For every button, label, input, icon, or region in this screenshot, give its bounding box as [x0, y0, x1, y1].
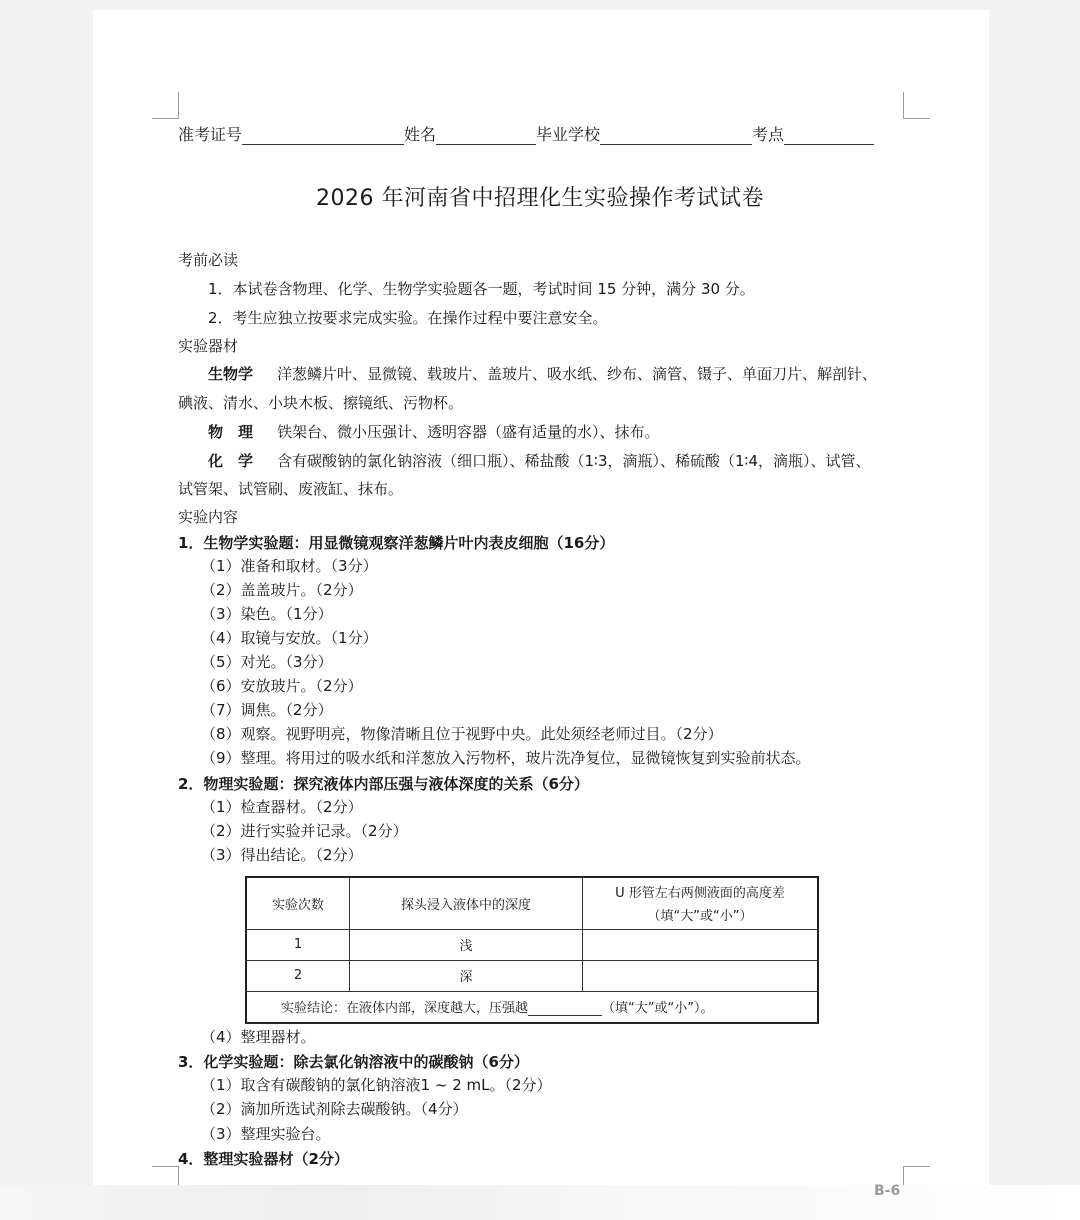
- crop-mark-top-left: [152, 92, 179, 119]
- equipment-physics: [208, 421, 660, 442]
- conclusion-suffix: （填“大”或“小”）。: [602, 1001, 714, 1017]
- physics-label: 物 理: [208, 423, 254, 441]
- school-blank[interactable]: [600, 126, 752, 145]
- q1-step-4: （4）取镜与安放。（1分）: [201, 629, 378, 647]
- table-row: [246, 960, 818, 991]
- conclusion-prefix: 实验结论：在液体内部，深度越大，压强越: [281, 1001, 529, 1017]
- chemistry-label: 化 学: [208, 452, 254, 470]
- question-1-title: 1．生物学实验题：用显微镜观察洋葱鳞片叶内表皮细胞（16分）: [178, 534, 615, 552]
- q1-step-5: （5）对光。（3分）: [201, 653, 333, 671]
- q1-step-2: （2）盖盖玻片。（2分）: [201, 581, 363, 599]
- row-2-height-diff-cell[interactable]: [583, 960, 819, 991]
- content-heading: 实验内容: [178, 508, 239, 526]
- question-4-title: 4．整理实验器材（2分）: [178, 1150, 349, 1168]
- conclusion-blank[interactable]: [528, 1001, 602, 1016]
- q2-step-4: （4）整理器材。: [201, 1028, 316, 1046]
- row-1-trial: 1: [246, 929, 350, 960]
- q3-step-3: （3）整理实验台。: [201, 1125, 331, 1143]
- q1-step-1: （1）准备和取材。（3分）: [201, 557, 378, 575]
- header-probe-depth: 探头浸入液体中的深度: [350, 877, 583, 929]
- q2-step-2: （2）进行实验并记录。（2分）: [201, 822, 408, 840]
- chemistry-materials-line2: 试管架、试管刷、废液缸、抹布。: [178, 480, 404, 498]
- site-label: 考点: [752, 125, 785, 144]
- exam-id-label: 准考证号: [178, 125, 243, 144]
- exam-id-blank[interactable]: [242, 126, 404, 145]
- equipment-biology: [208, 363, 877, 384]
- q3-step-2: （2）滴加所选试剂除去碳酸钠。（4分）: [201, 1100, 468, 1118]
- question-3-title: 3．化学实验题：除去氯化钠溶液中的碳酸钠（6分）: [178, 1053, 529, 1071]
- q1-step-3: （3）染色。（1分）: [201, 605, 333, 623]
- table-header-row: [246, 877, 818, 929]
- biology-materials-line2: 碘液、清水、小块木板、擦镜纸、污物杯。: [178, 394, 464, 412]
- q2-step-3: （3）得出结论。（2分）: [201, 846, 363, 864]
- table-row: [246, 929, 818, 960]
- name-label: 姓名: [404, 125, 437, 144]
- row-2-trial: 2: [246, 960, 350, 991]
- question-2-title: 2．物理实验题：探究液体内部压强与液体深度的关系（6分）: [178, 775, 589, 793]
- school-label: 毕业学校: [536, 125, 601, 144]
- physics-materials: 铁架台、微小压强计、透明容器（盛有适量的水）、抹布。: [277, 423, 660, 441]
- q1-step-7: （7）调焦。（2分）: [201, 701, 333, 719]
- conclusion-cell: [246, 991, 818, 1023]
- candidate-info-line: [178, 122, 874, 145]
- row-1-depth: 浅: [350, 929, 583, 960]
- blurred-footer-strip: [0, 1185, 1080, 1220]
- notice-heading: 考前必读: [178, 251, 239, 269]
- header-height-diff-line2: （填“大”或“小”）: [647, 909, 753, 925]
- q1-step-6: （6）安放玻片。（2分）: [201, 677, 363, 695]
- crop-mark-top-right: [903, 92, 930, 119]
- page-title: 2026 年河南省中招理化生实验操作考试试卷: [316, 186, 764, 211]
- row-1-height-diff-cell[interactable]: [583, 929, 819, 960]
- header-trial-count: 实验次数: [246, 877, 350, 929]
- q3-step-1: （1）取含有碳酸钠的氯化钠溶液1 ~ 2 mL。（2分）: [201, 1076, 552, 1094]
- table-conclusion-row: [246, 991, 818, 1023]
- notice-item-2: 2．考生应独立按要求完成实验。在操作过程中要注意安全。: [208, 309, 608, 327]
- q2-step-1: （1）检查器材。（2分）: [201, 798, 363, 816]
- page-number: B-6: [874, 1183, 901, 1199]
- header-height-diff-line1: U 形管左右两侧液面的高度差: [615, 886, 785, 902]
- experiment-record-table: [245, 876, 819, 1024]
- q1-step-9: （9）整理。将用过的吸水纸和洋葱放入污物杯，玻片洗净复位，显微镜恢复到实验前状态。: [201, 749, 811, 767]
- row-2-depth: 深: [350, 960, 583, 991]
- q1-step-8: （8）观察。视野明亮，物像清晰且位于视野中央。此处须经老师过目。（2分）: [201, 725, 723, 743]
- header-height-diff: [583, 877, 819, 929]
- notice-item-1: 1．本试卷含物理、化学、生物学实验题各一题，考试时间 15 分钟，满分 30 分。: [208, 280, 755, 298]
- chemistry-materials-line1: 含有碳酸钠的氯化钠溶液（细口瓶）、稀盐酸（1∶3，滴瓶）、稀硫酸（1∶4，滴瓶）、试管、: [277, 452, 871, 470]
- name-blank[interactable]: [436, 126, 536, 145]
- biology-materials-line1: 洋葱鳞片叶、显微镜、载玻片、盖玻片、吸水纸、纱布、滴管、镊子、单面刀片、解剖针、: [277, 365, 878, 383]
- site-blank[interactable]: [784, 126, 874, 145]
- biology-label: 生物学: [208, 365, 254, 383]
- equipment-heading: 实验器材: [178, 337, 239, 355]
- equipment-chemistry: [208, 450, 871, 471]
